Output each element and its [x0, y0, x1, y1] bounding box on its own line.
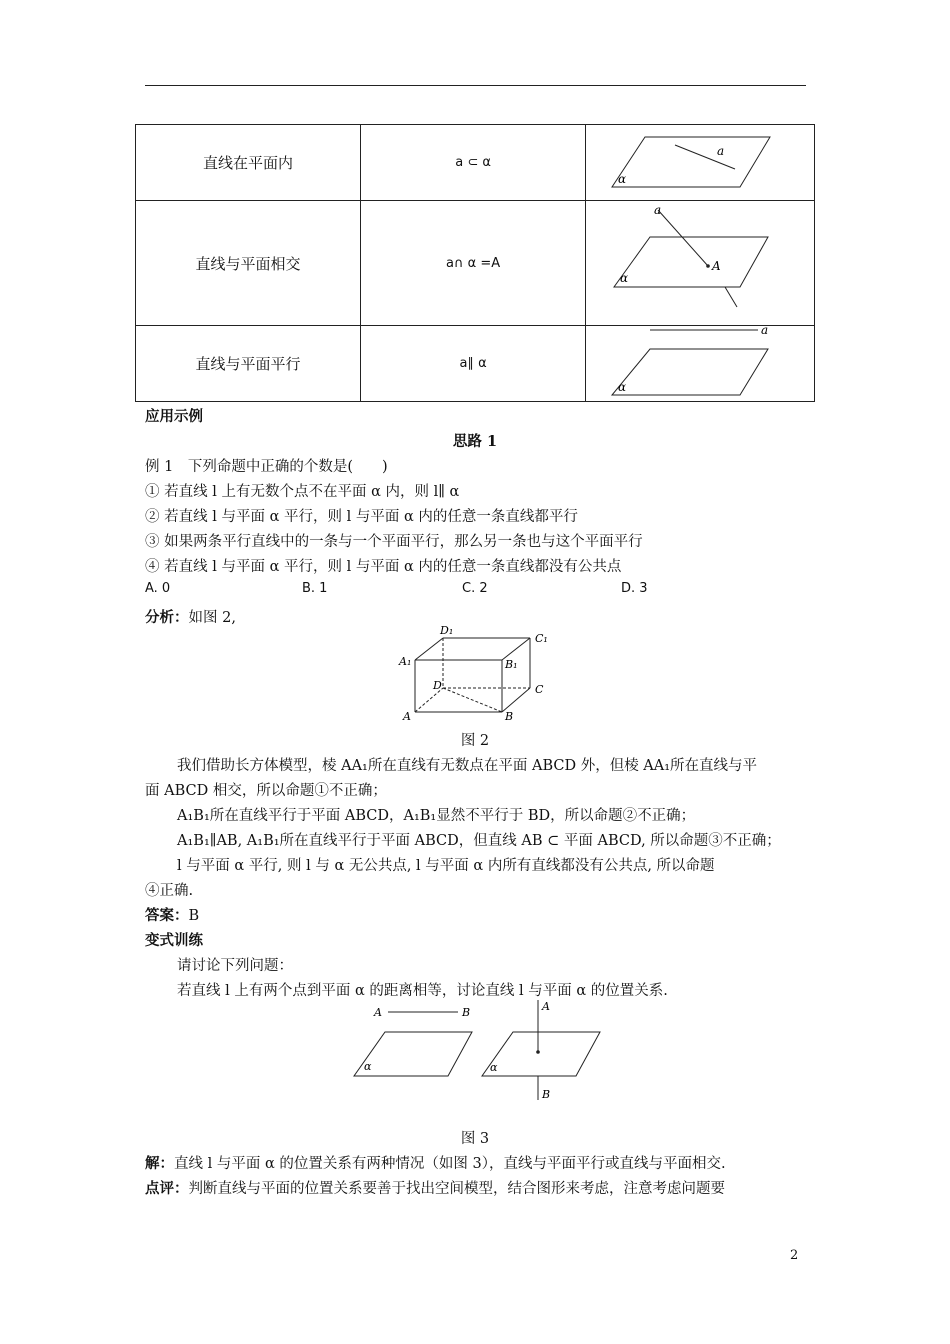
- notation-cell: a∩ α =A: [361, 201, 586, 326]
- relation-cell: 直线与平面平行: [136, 326, 361, 402]
- example-stem: 例 1 下列命题中正确的个数是( ): [145, 459, 388, 475]
- line-parallel-plane-figure: [600, 327, 800, 401]
- fig-label: α: [618, 171, 627, 186]
- fig-label: A: [712, 259, 721, 273]
- point-label: B: [462, 1006, 471, 1019]
- analysis-line: [145, 606, 236, 627]
- solution-line: [145, 1152, 726, 1173]
- fig-label: a: [654, 204, 662, 217]
- notation-cell: a ⊂ α: [361, 125, 586, 201]
- option-d: D. 3: [621, 581, 648, 596]
- relation-cell: 直线在平面内: [136, 125, 361, 201]
- analysis-paragraph: ④正确.: [145, 883, 194, 899]
- table-row: [136, 326, 815, 402]
- line-intersects-plane-figure: [600, 204, 800, 322]
- solution-text: 直线 l 与平面 α 的位置关系有两种情况（如图 3），直线与平面平行或直线与平面相交.: [174, 1156, 726, 1172]
- figure-cell: [586, 326, 815, 402]
- cuboid-figure: [395, 622, 560, 724]
- answer-value: B: [188, 908, 200, 924]
- option-a: A. 0: [145, 581, 171, 596]
- relation-table: [135, 124, 815, 402]
- table-row: [136, 125, 815, 201]
- comment-line: [145, 1177, 725, 1198]
- figure-caption: 图 3: [460, 1131, 490, 1147]
- analysis-label: 分析：: [145, 609, 189, 626]
- vertex-label: C: [535, 683, 544, 696]
- notation-cell: a∥ α: [361, 326, 586, 402]
- analysis-paragraph: 我们借助长方体模型，棱 AA₁所在直线有无数点在平面 ABCD 外，但棱 AA₁所在直线与平: [177, 758, 758, 774]
- fig-label: α: [620, 271, 629, 285]
- fig3-intersect: [478, 996, 608, 1104]
- page-number: 2: [790, 1248, 799, 1263]
- example-item: ③ 如果两条平行直线中的一条与一个平面平行，那么另一条也与这个平面平行: [145, 534, 643, 550]
- fig-label: a: [717, 143, 725, 158]
- fig-label: a: [761, 326, 769, 337]
- variant-line: 请讨论下列问题：: [177, 958, 293, 974]
- vertex-label: B₁: [505, 658, 518, 671]
- answer-label: 答案：: [145, 907, 189, 924]
- point-label: A: [374, 1006, 382, 1019]
- plane-label: α: [490, 1061, 498, 1074]
- point-label: A: [542, 1000, 550, 1013]
- option-c: C. 2: [462, 581, 488, 596]
- figure-caption: 图 2: [460, 733, 490, 749]
- line-in-plane-figure: [600, 133, 800, 193]
- figure-cell: [586, 201, 815, 326]
- sub-title: 思路 1: [452, 433, 498, 450]
- solution-label: 解：: [145, 1155, 174, 1172]
- vertex-label: A₁: [399, 655, 412, 668]
- option-b: B. 1: [302, 581, 328, 596]
- figure-cell: [586, 125, 815, 201]
- fig3-parallel: [350, 1000, 480, 1085]
- example-item: ② 若直线 l 与平面 α 平行，则 l 与平面 α 内的任意一条直线都平行: [145, 509, 578, 525]
- point-label: B: [542, 1088, 551, 1101]
- variant-line: 若直线 l 上有两个点到平面 α 的距离相等，讨论直线 l 与平面 α 的位置关系.: [177, 983, 668, 999]
- vertex-label: D: [433, 679, 442, 692]
- analysis-text: 如图 2,: [188, 610, 236, 626]
- header-rule: [145, 85, 806, 86]
- comment-label: 点评：: [145, 1180, 189, 1197]
- answer-line: [145, 904, 199, 925]
- example-item: ④ 若直线 l 与平面 α 平行，则 l 与平面 α 内的任意一条直线都没有公共点: [145, 559, 622, 575]
- vertex-label: B: [505, 710, 514, 723]
- vertex-label: D₁: [440, 624, 454, 637]
- comment-text: 判断直线与平面的位置关系要善于找出空间模型，结合图形来考虑，注意考虑问题要: [188, 1181, 725, 1197]
- analysis-paragraph: 面 ABCD 相交，所以命题①不正确；: [145, 783, 387, 799]
- variant-title: 变式训练: [145, 932, 203, 949]
- plane-label: α: [364, 1060, 372, 1073]
- section-title: 应用示例: [145, 408, 203, 425]
- relation-cell: 直线与平面相交: [136, 201, 361, 326]
- table-row: [136, 201, 815, 326]
- vertex-label: A: [403, 710, 411, 723]
- analysis-paragraph: A₁B₁∥AB, A₁B₁所在直线平行于平面 ABCD，但直线 AB ⊂ 平面 ABCD, 所以命题③不正确；: [177, 833, 781, 849]
- vertex-label: C₁: [535, 632, 548, 645]
- analysis-paragraph: l 与平面 α 平行, 则 l 与 α 无公共点, l 与平面 α 内所有直线都没有公共点, 所以命题: [177, 858, 715, 874]
- fig-label: α: [618, 379, 627, 394]
- analysis-paragraph: A₁B₁所在直线平行于平面 ABCD，A₁B₁显然不平行于 BD，所以命题②不正确；: [177, 808, 696, 824]
- example-item: ① 若直线 l 上有无数个点不在平面 α 内，则 l∥ α: [145, 484, 460, 500]
